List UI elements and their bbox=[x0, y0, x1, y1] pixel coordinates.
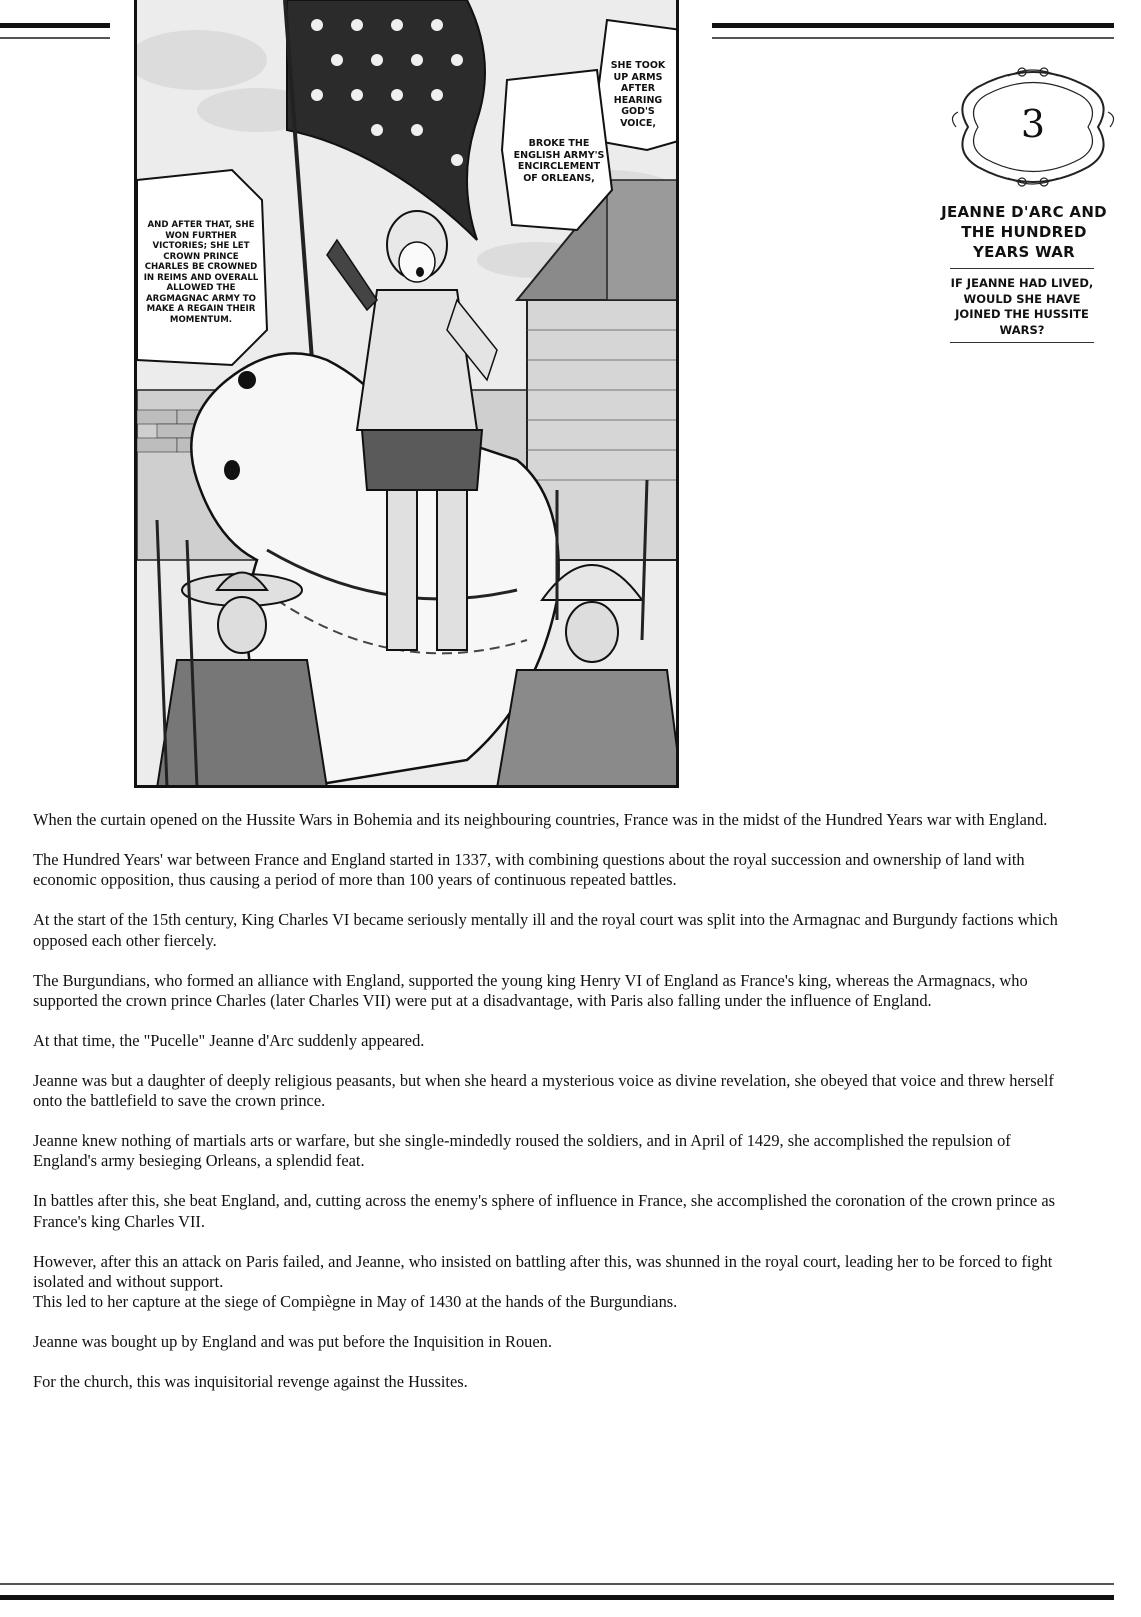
chapter-number: 3 bbox=[1020, 102, 1046, 146]
paragraph: Jeanne was but a daughter of deeply religious peasants, but when she heard a mysterious voice as divine revelation, she obeyed that voice and threw herself onto the battlefield to save the crown prince. bbox=[33, 1070, 1054, 1111]
chapter-title: JEANNE D'ARC AND THE HUNDRED YEARS WAR bbox=[941, 203, 1107, 261]
chapter-badge bbox=[948, 62, 1118, 192]
paragraph-line: However, after this an attack on Paris failed, and Jeanne, who insisted on battling after this, was shunned in the royal court, leading her to be forced to fight isolated and without support. bbox=[33, 1251, 1053, 1291]
bubble-text-1: SHE TOOK UP ARMS AFTER HEARING GOD'S VOICE, bbox=[610, 60, 666, 129]
paragraph bbox=[33, 1252, 1073, 1313]
paragraph: Jeanne knew nothing of martials arts or warfare, but she single-mindedly roused the soldiers, and in April of 1429, she accomplished the repulsion of England's army besieging Orleans, a splendid feat. bbox=[33, 1131, 1011, 1171]
paragraph: At that time, the "Pucelle" Jeanne d'Arc suddenly appeared. bbox=[33, 1030, 425, 1050]
paragraph: For the church, this was inquisitorial revenge against the Hussites. bbox=[33, 1372, 468, 1392]
paragraph: The Hundred Years' war between France and England started in 1337, with combining questions about the royal succession and ownership of land with economic opposition, thus causing a period of more than 100 years of continuous repeated battles. bbox=[33, 849, 1025, 890]
paragraph: The Burgundians, who formed an alliance with England, supported the young king Henry VI of England as France's king, whereas the Armagnacs, who supported the crown prince Charles (later Charles VII) were put at a disadvantage, with Paris also falling under the influence of England. bbox=[33, 970, 1028, 1010]
paragraph: When the curtain opened on the Hussite Wars in Bohemia and its neighbouring countries, France was in the midst of the Hundred Years war with England. bbox=[33, 810, 1048, 829]
paragraph: In battles after this, she beat England, and, cutting across the enemy's sphere of influence in France, she accomplished the coronation of the crown prince as France's king Charles VII. bbox=[33, 1191, 1056, 1231]
paragraph: At the start of the 15th century, King Charles VI became seriously mentally ill and the royal court was split into the Armagnac and Burgundy factions which opposed each other fiercely. bbox=[33, 910, 1058, 950]
paragraph: Jeanne was bought up by England and was put before the Inquisition in Rouen. bbox=[33, 1332, 552, 1352]
top-rule-left bbox=[0, 23, 110, 28]
paragraph-line: This led to her capture at the siege of Compiègne in May of 1430 at the hands of the Burgundians. bbox=[33, 1292, 678, 1312]
top-rule-left-thin bbox=[0, 37, 110, 39]
bottom-rule-thin bbox=[0, 1583, 1114, 1585]
title-divider bbox=[950, 268, 1094, 269]
bubble-text-3: AND AFTER THAT, SHE WON FURTHER VICTORIES; SHE LET CROWN PRINCE CHARLES BE CROWNED IN REIMS AND OVERALL ALLOWED THE ARGMAGNAC ARMY TO MAKE A REGAIN THEIR MOMENTUM. bbox=[143, 220, 259, 325]
bottom-rule bbox=[0, 1595, 1114, 1600]
manga-panel bbox=[134, 0, 679, 788]
article-body bbox=[33, 810, 1073, 1412]
bubble-text-2: BROKE THE ENGLISH ARMY'S ENCIRCLEMENT OF ORLEANS, bbox=[513, 138, 605, 184]
top-rule-right-thin bbox=[712, 37, 1114, 39]
chapter-subtitle: IF JEANNE HAD LIVED, WOULD SHE HAVE JOINED THE HUSSITE WARS? bbox=[950, 276, 1094, 337]
top-rule-right bbox=[712, 23, 1114, 28]
title-divider bbox=[950, 342, 1094, 343]
panel-illustration bbox=[137, 0, 679, 788]
